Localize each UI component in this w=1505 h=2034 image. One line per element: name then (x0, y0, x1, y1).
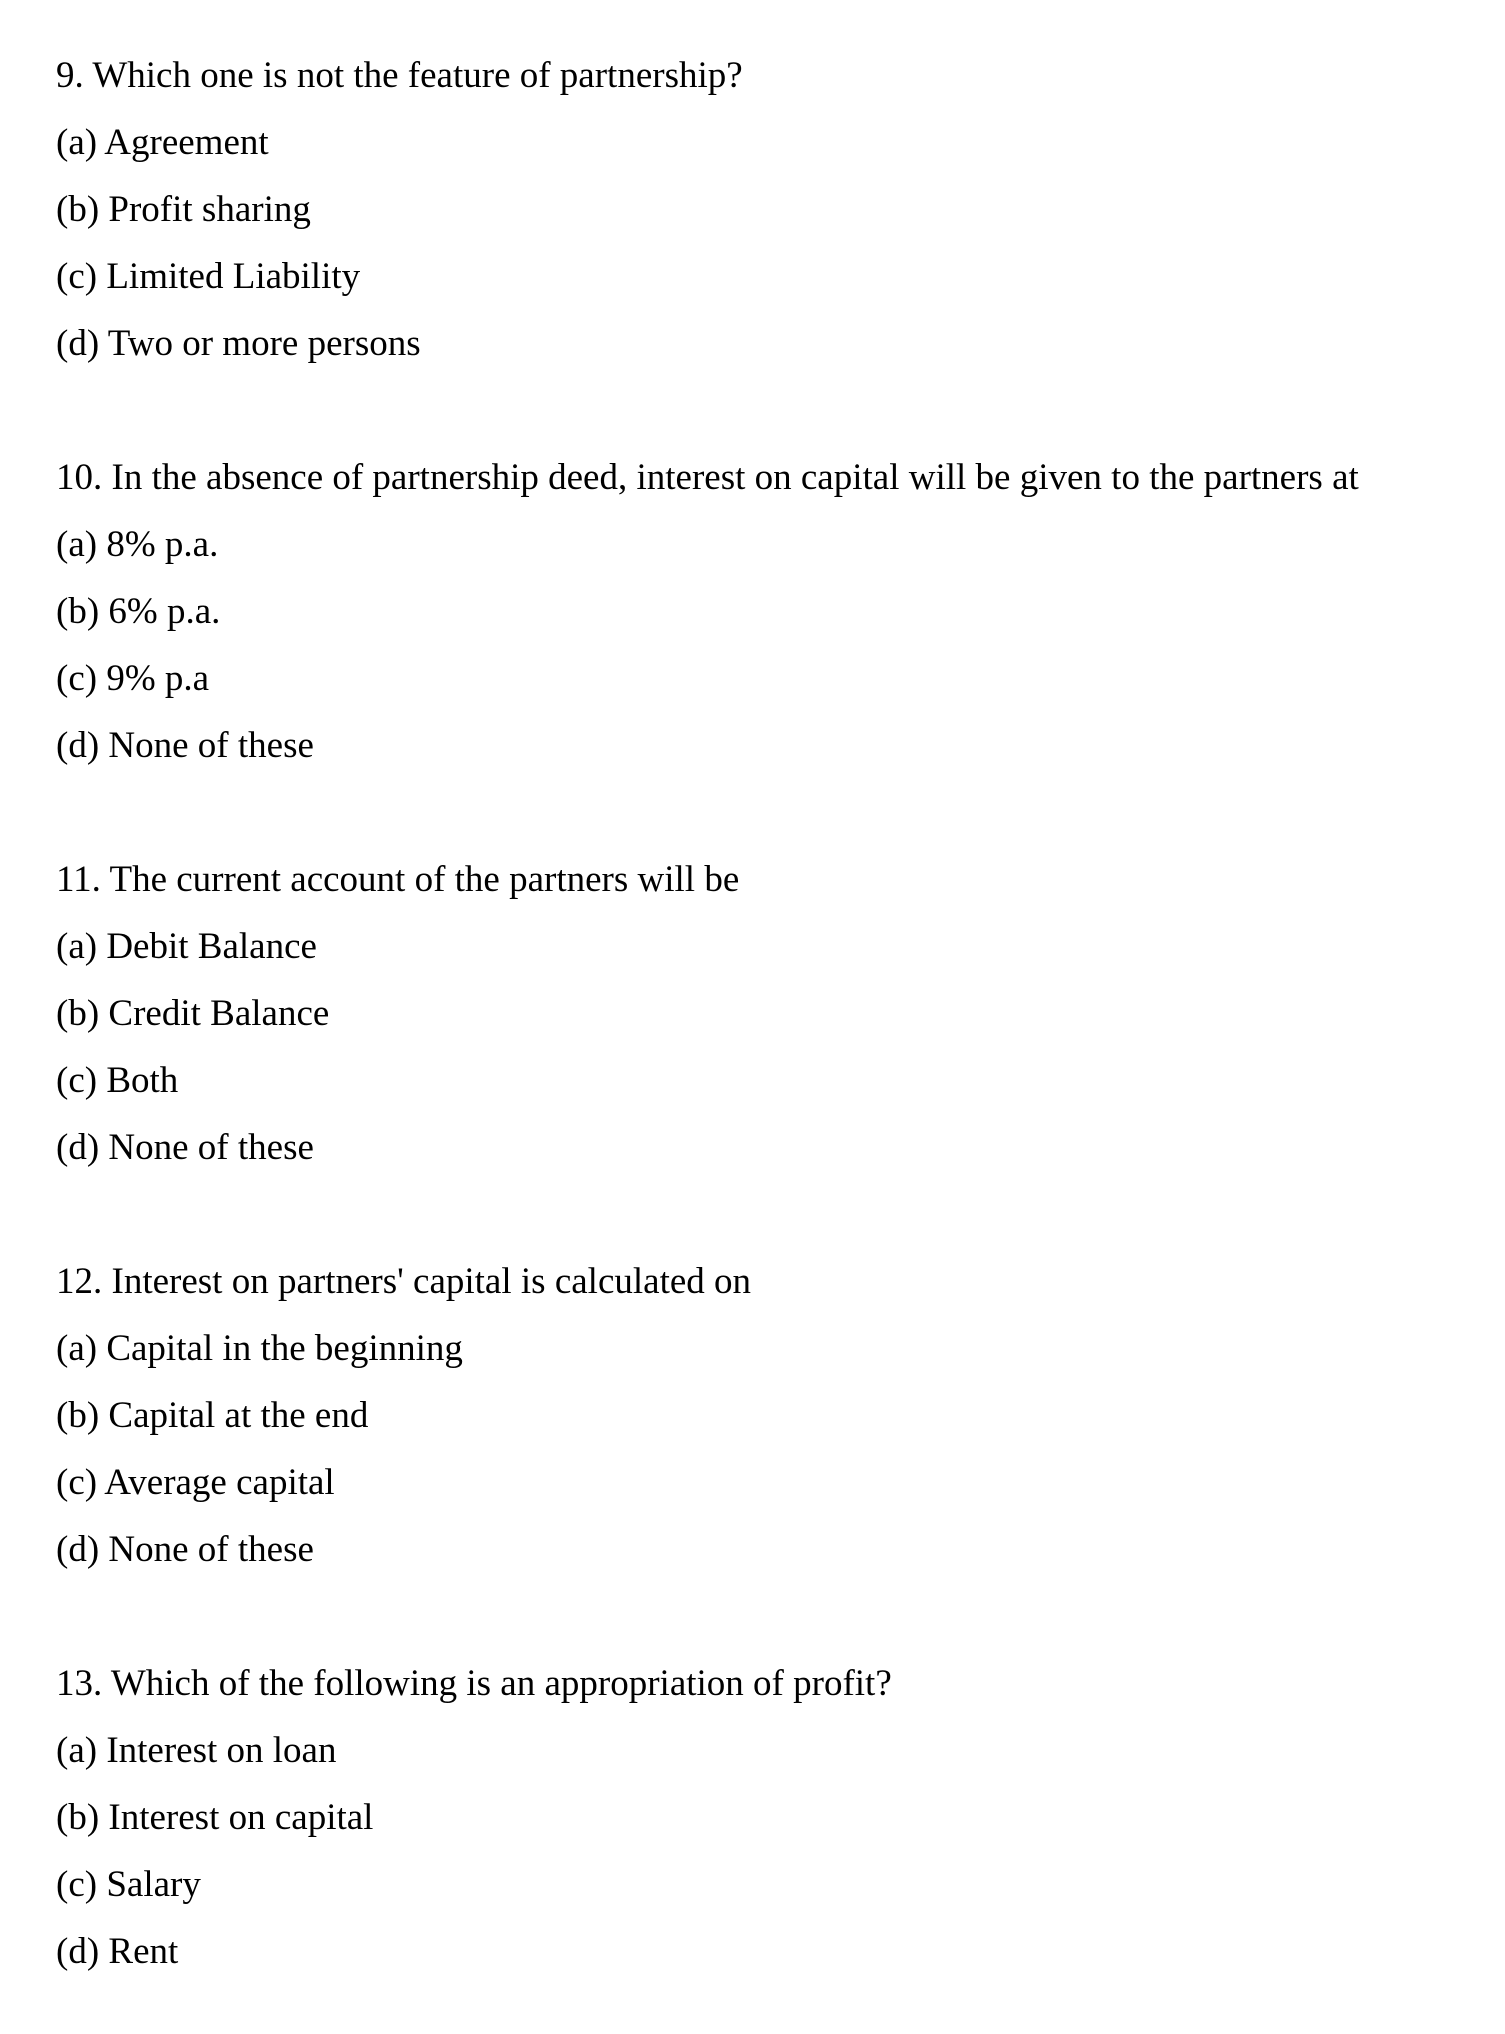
option-text: Capital at the end (108, 1395, 369, 1436)
option-b (56, 1382, 1505, 1449)
option-label: (b) (56, 1395, 100, 1436)
option-b (56, 176, 1505, 243)
question-number: 13. (56, 1663, 103, 1704)
option-text: Interest on loan (106, 1730, 337, 1771)
option-d (56, 712, 1505, 779)
option-c (56, 645, 1505, 712)
option-label: (d) (56, 1127, 100, 1168)
question-text: In the absence of partnership deed, interest on capital will be given to the partners at (111, 457, 1359, 498)
option-d (56, 1918, 1505, 1985)
question-sheet (56, 42, 1505, 1985)
option-a (56, 1717, 1505, 1784)
option-a (56, 511, 1505, 578)
option-label: (b) (56, 189, 100, 230)
option-text: Limited Liability (106, 256, 361, 297)
question-number: 12. (56, 1261, 103, 1302)
option-text: Two or more persons (107, 323, 421, 364)
option-label: (c) (56, 1462, 98, 1503)
option-text: None of these (108, 1127, 314, 1168)
option-d (56, 1516, 1505, 1583)
question-9 (56, 42, 1505, 377)
question-number: 9. (56, 55, 84, 96)
option-text: Both (106, 1060, 179, 1101)
option-c (56, 243, 1505, 310)
option-b (56, 980, 1505, 1047)
option-text: Debit Balance (106, 926, 317, 967)
question-stem (56, 42, 1505, 109)
option-c (56, 1851, 1505, 1918)
question-13 (56, 1650, 1505, 1985)
option-d (56, 310, 1505, 377)
option-text: 9% p.a (106, 658, 210, 699)
option-label: (c) (56, 1060, 98, 1101)
option-label: (c) (56, 256, 98, 297)
question-text: Which one is not the feature of partnership? (92, 55, 743, 96)
option-c (56, 1449, 1505, 1516)
question-stem (56, 846, 1505, 913)
question-11 (56, 846, 1505, 1181)
question-stem (56, 1650, 1505, 1717)
question-number: 11. (56, 859, 101, 900)
option-d (56, 1114, 1505, 1181)
option-b (56, 1784, 1505, 1851)
question-text: The current account of the partners will be (109, 859, 740, 900)
option-label: (d) (56, 725, 100, 766)
option-text: Rent (108, 1931, 179, 1972)
option-label: (d) (56, 1931, 100, 1972)
option-label: (d) (56, 323, 100, 364)
option-label: (c) (56, 1864, 98, 1905)
option-text: Salary (106, 1864, 201, 1905)
question-text: Interest on partners' capital is calculated on (111, 1261, 752, 1302)
option-label: (a) (56, 1730, 98, 1771)
option-a (56, 109, 1505, 176)
option-text: 6% p.a. (108, 591, 221, 632)
option-label: (a) (56, 122, 98, 163)
option-text: None of these (108, 1529, 314, 1570)
option-label: (a) (56, 926, 98, 967)
option-a (56, 1315, 1505, 1382)
question-12 (56, 1248, 1505, 1583)
option-text: None of these (108, 725, 314, 766)
option-label: (a) (56, 1328, 98, 1369)
option-label: (b) (56, 993, 100, 1034)
option-c (56, 1047, 1505, 1114)
option-text: Agreement (104, 122, 269, 163)
option-label: (c) (56, 658, 98, 699)
option-label: (d) (56, 1529, 100, 1570)
question-text: Which of the following is an appropriation of profit? (110, 1663, 892, 1704)
option-text: Interest on capital (108, 1797, 374, 1838)
question-number: 10. (56, 457, 103, 498)
option-text: Profit sharing (108, 189, 311, 230)
option-label: (a) (56, 524, 98, 565)
option-b (56, 578, 1505, 645)
option-text: Average capital (104, 1462, 335, 1503)
question-stem (56, 1248, 1505, 1315)
option-text: Capital in the beginning (106, 1328, 463, 1369)
option-label: (b) (56, 591, 100, 632)
question-10 (56, 444, 1505, 779)
option-label: (b) (56, 1797, 100, 1838)
question-stem (56, 444, 1505, 511)
option-a (56, 913, 1505, 980)
option-text: 8% p.a. (106, 524, 219, 565)
option-text: Credit Balance (108, 993, 330, 1034)
